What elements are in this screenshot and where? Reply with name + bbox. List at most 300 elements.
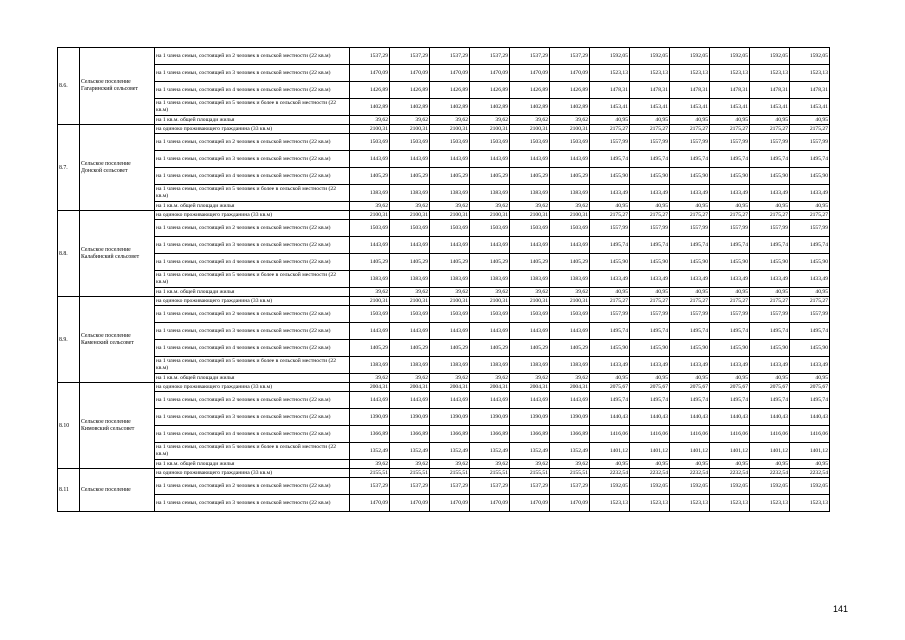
table-row: [58, 409, 830, 426]
value-cell: 40,95: [750, 374, 790, 383]
value-cell: 1443,69: [470, 392, 510, 409]
value-cell: 1443,69: [430, 237, 470, 254]
value-cell: 1443,69: [430, 323, 470, 340]
value-cell: 1495,74: [790, 392, 830, 409]
value-cell: 39,62: [510, 460, 550, 469]
value-cell: 39,62: [430, 202, 470, 211]
value-cell: 2155,51: [470, 469, 510, 478]
item-number: 8.6.: [58, 48, 80, 125]
value-cell: 1455,90: [590, 254, 630, 271]
value-cell: 1592,05: [590, 478, 630, 495]
value-cell: 1401,12: [790, 443, 830, 460]
norm-description: на 1 члена семьи, состоящей из 2 человек в сельской местности (22 кв.м): [155, 134, 350, 151]
value-cell: 1366,89: [350, 426, 390, 443]
norm-description: на 1 кв.м. общей площади жилья: [155, 374, 350, 383]
value-cell: 1470,09: [510, 495, 550, 512]
value-cell: 1455,90: [790, 340, 830, 357]
value-cell: 1537,29: [350, 478, 390, 495]
value-cell: 1470,09: [470, 65, 510, 82]
value-cell: 1443,69: [470, 237, 510, 254]
value-cell: 40,95: [790, 116, 830, 125]
item-number: 8.10: [58, 383, 80, 469]
table-row: [58, 116, 830, 125]
value-cell: 40,95: [670, 460, 710, 469]
value-cell: 1401,12: [670, 443, 710, 460]
value-cell: 39,62: [350, 202, 390, 211]
value-cell: 1503,69: [470, 306, 510, 323]
value-cell: 1523,13: [590, 495, 630, 512]
value-cell: 1478,31: [590, 82, 630, 99]
value-cell: 1455,90: [630, 340, 670, 357]
value-cell: 40,95: [590, 374, 630, 383]
norm-description: на одиноко проживающего гражданина (33 кв.м): [155, 125, 350, 134]
value-cell: 40,95: [630, 460, 670, 469]
value-cell: 1383,69: [550, 357, 590, 374]
value-cell: 2175,27: [670, 297, 710, 306]
table-row: [58, 237, 830, 254]
value-cell: 1426,89: [430, 82, 470, 99]
value-cell: 1416,06: [790, 426, 830, 443]
value-cell: 1433,49: [750, 185, 790, 202]
value-cell: 1503,69: [550, 306, 590, 323]
value-cell: 2175,27: [750, 125, 790, 134]
value-cell: 2075,67: [750, 383, 790, 392]
value-cell: 2100,31: [350, 125, 390, 134]
value-cell: 1405,29: [430, 254, 470, 271]
norm-description: на 1 члена семьи, состоящей из 4 человек в сельской местности (22 кв.м): [155, 168, 350, 185]
table-row: [58, 82, 830, 99]
item-number: 8.7.: [58, 125, 80, 211]
table-row: [58, 469, 830, 478]
value-cell: 1495,74: [710, 323, 750, 340]
value-cell: 1495,74: [670, 392, 710, 409]
value-cell: 1443,69: [390, 237, 430, 254]
value-cell: 1433,49: [590, 185, 630, 202]
value-cell: 1453,41: [790, 99, 830, 116]
tariff-table: [57, 47, 830, 512]
value-cell: 1495,74: [670, 323, 710, 340]
value-cell: 1478,31: [750, 82, 790, 99]
value-cell: 2004,31: [430, 383, 470, 392]
value-cell: 2155,51: [550, 469, 590, 478]
value-cell: 1433,49: [790, 357, 830, 374]
value-cell: 1592,05: [750, 478, 790, 495]
value-cell: 1383,69: [470, 357, 510, 374]
value-cell: 1557,99: [670, 220, 710, 237]
value-cell: 2004,31: [470, 383, 510, 392]
value-cell: 39,62: [350, 374, 390, 383]
value-cell: 39,62: [350, 116, 390, 125]
table-row: [58, 392, 830, 409]
value-cell: 1503,69: [350, 220, 390, 237]
value-cell: 1503,69: [510, 220, 550, 237]
value-cell: 1523,13: [590, 65, 630, 82]
settlement-name: Сельское поселение Каменский сельсовет: [80, 297, 155, 383]
value-cell: 40,95: [630, 116, 670, 125]
value-cell: 1478,31: [710, 82, 750, 99]
value-cell: 40,95: [790, 460, 830, 469]
value-cell: 1443,69: [390, 151, 430, 168]
value-cell: 1557,99: [590, 220, 630, 237]
norm-description: на 1 члена семьи, состоящей из 5 человек и более в сельской местности (22 кв.м): [155, 185, 350, 202]
value-cell: 1537,29: [390, 48, 430, 65]
table-row: [58, 168, 830, 185]
value-cell: 2100,31: [350, 297, 390, 306]
value-cell: 1416,06: [750, 426, 790, 443]
value-cell: 1503,69: [550, 220, 590, 237]
settlement-name: Сельское поселение Кимовский сельсовет: [80, 383, 155, 469]
norm-description: на 1 члена семьи, состоящей из 5 человек и более в сельской местности (22 кв.м): [155, 99, 350, 116]
value-cell: 1433,49: [670, 357, 710, 374]
value-cell: 1470,09: [350, 65, 390, 82]
value-cell: 1405,29: [550, 168, 590, 185]
value-cell: 1426,89: [350, 82, 390, 99]
value-cell: 1592,05: [710, 478, 750, 495]
value-cell: 2004,31: [350, 383, 390, 392]
value-cell: 1523,13: [750, 495, 790, 512]
value-cell: 1405,29: [470, 254, 510, 271]
value-cell: 1390,09: [470, 409, 510, 426]
value-cell: 1402,89: [510, 99, 550, 116]
value-cell: 40,95: [790, 288, 830, 297]
settlement-name: Сельское поселение Гагаринский сельсовет: [80, 48, 155, 125]
value-cell: 2100,31: [390, 125, 430, 134]
norm-description: на 1 члена семьи, состоящей из 4 человек в сельской местности (22 кв.м): [155, 82, 350, 99]
value-cell: 1352,49: [350, 443, 390, 460]
value-cell: 1470,09: [390, 495, 430, 512]
value-cell: 1426,89: [470, 82, 510, 99]
value-cell: 1443,69: [510, 237, 550, 254]
value-cell: 1390,09: [510, 409, 550, 426]
value-cell: 1443,69: [550, 237, 590, 254]
value-cell: 1390,09: [390, 409, 430, 426]
value-cell: 2175,27: [750, 211, 790, 220]
value-cell: 1495,74: [630, 323, 670, 340]
value-cell: 1503,69: [390, 134, 430, 151]
value-cell: 2004,31: [510, 383, 550, 392]
value-cell: 1537,29: [430, 48, 470, 65]
value-cell: 1557,99: [590, 306, 630, 323]
value-cell: 2004,31: [550, 383, 590, 392]
norm-description: на 1 члена семьи, состоящей из 3 человек в сельской местности (22 кв.м): [155, 65, 350, 82]
value-cell: 1495,74: [670, 237, 710, 254]
value-cell: 39,62: [550, 202, 590, 211]
table-row: [58, 99, 830, 116]
value-cell: 1537,29: [390, 478, 430, 495]
value-cell: 1495,74: [750, 151, 790, 168]
value-cell: 1366,89: [470, 426, 510, 443]
value-cell: 1478,31: [630, 82, 670, 99]
value-cell: 1478,31: [670, 82, 710, 99]
value-cell: 1401,12: [590, 443, 630, 460]
table-row: [58, 426, 830, 443]
value-cell: 39,62: [430, 374, 470, 383]
value-cell: 1537,29: [350, 48, 390, 65]
value-cell: 1455,90: [630, 254, 670, 271]
value-cell: 1352,49: [510, 443, 550, 460]
value-cell: 1537,29: [470, 478, 510, 495]
value-cell: 1426,89: [390, 82, 430, 99]
value-cell: 1433,49: [630, 357, 670, 374]
value-cell: 1537,29: [430, 478, 470, 495]
value-cell: 1495,74: [750, 237, 790, 254]
value-cell: 39,62: [510, 116, 550, 125]
value-cell: 1495,74: [590, 392, 630, 409]
value-cell: 2175,27: [630, 211, 670, 220]
value-cell: 1366,89: [550, 426, 590, 443]
table-row: [58, 323, 830, 340]
value-cell: 39,62: [390, 202, 430, 211]
table-row: [58, 460, 830, 469]
value-cell: 1557,99: [590, 134, 630, 151]
value-cell: 1523,13: [670, 65, 710, 82]
value-cell: 1401,12: [750, 443, 790, 460]
value-cell: 1592,05: [590, 48, 630, 65]
value-cell: 1592,05: [710, 48, 750, 65]
value-cell: 1443,69: [350, 237, 390, 254]
item-number: 8.9.: [58, 297, 80, 383]
value-cell: 2100,31: [510, 125, 550, 134]
value-cell: 1523,13: [630, 495, 670, 512]
value-cell: 1455,90: [670, 168, 710, 185]
value-cell: 1557,99: [670, 134, 710, 151]
norm-description: на 1 члена семьи, состоящей из 5 человек и более в сельской местности (22 кв.м): [155, 443, 350, 460]
norm-description: на 1 члена семьи, состоящей из 3 человек в сельской местности (22 кв.м): [155, 237, 350, 254]
table-row: [58, 340, 830, 357]
value-cell: 1503,69: [390, 220, 430, 237]
value-cell: 39,62: [470, 202, 510, 211]
value-cell: 1495,74: [630, 237, 670, 254]
value-cell: 1405,29: [550, 340, 590, 357]
value-cell: 2100,31: [510, 297, 550, 306]
value-cell: 1557,99: [710, 134, 750, 151]
value-cell: 1495,74: [710, 151, 750, 168]
table-row: [58, 125, 830, 134]
value-cell: 2155,51: [510, 469, 550, 478]
value-cell: 1433,49: [630, 185, 670, 202]
value-cell: 1433,49: [710, 185, 750, 202]
value-cell: 2175,27: [790, 211, 830, 220]
value-cell: 1405,29: [510, 168, 550, 185]
value-cell: 1433,49: [750, 357, 790, 374]
value-cell: 2175,27: [670, 125, 710, 134]
value-cell: 1390,09: [550, 409, 590, 426]
value-cell: 1592,05: [790, 48, 830, 65]
norm-description: на 1 члена семьи, состоящей из 4 человек в сельской местности (22 кв.м): [155, 254, 350, 271]
value-cell: 1470,09: [470, 495, 510, 512]
value-cell: 39,62: [510, 288, 550, 297]
value-cell: 39,62: [430, 116, 470, 125]
value-cell: 1557,99: [750, 134, 790, 151]
value-cell: 40,95: [630, 374, 670, 383]
table-row: [58, 211, 830, 220]
value-cell: 1383,69: [550, 271, 590, 288]
norm-description: на одиноко проживающего гражданина (33 кв.м): [155, 383, 350, 392]
value-cell: 2075,67: [630, 383, 670, 392]
value-cell: 1433,49: [590, 271, 630, 288]
value-cell: 1433,49: [790, 185, 830, 202]
value-cell: 2175,27: [590, 211, 630, 220]
value-cell: 1495,74: [790, 237, 830, 254]
value-cell: 2232,54: [750, 469, 790, 478]
value-cell: 1495,74: [590, 323, 630, 340]
value-cell: 1537,29: [550, 478, 590, 495]
value-cell: 40,95: [710, 374, 750, 383]
value-cell: 1433,49: [630, 271, 670, 288]
norm-description: на одиноко проживающего гражданина (33 кв.м): [155, 297, 350, 306]
value-cell: 39,62: [470, 460, 510, 469]
value-cell: 1405,29: [350, 340, 390, 357]
settlement-name: Сельское поселение Калабинский сельсовет: [80, 211, 155, 297]
value-cell: 40,95: [590, 460, 630, 469]
table-row: [58, 374, 830, 383]
norm-description: на 1 кв.м. общей площади жилья: [155, 202, 350, 211]
value-cell: 2100,31: [550, 125, 590, 134]
value-cell: 40,95: [670, 374, 710, 383]
value-cell: 40,95: [750, 202, 790, 211]
value-cell: 2100,31: [510, 211, 550, 220]
value-cell: 1383,69: [350, 271, 390, 288]
value-cell: 1433,49: [670, 185, 710, 202]
value-cell: 1440,43: [750, 409, 790, 426]
value-cell: 1443,69: [430, 392, 470, 409]
value-cell: 1383,69: [510, 185, 550, 202]
value-cell: 39,62: [390, 460, 430, 469]
value-cell: 1405,29: [430, 340, 470, 357]
value-cell: 1495,74: [670, 151, 710, 168]
norm-description: на 1 члена семьи, состоящей из 3 человек в сельской местности (22 кв.м): [155, 323, 350, 340]
table-row: [58, 254, 830, 271]
value-cell: 39,62: [430, 460, 470, 469]
value-cell: 1443,69: [430, 151, 470, 168]
table-row: [58, 478, 830, 495]
value-cell: 1416,06: [590, 426, 630, 443]
value-cell: 40,95: [710, 116, 750, 125]
value-cell: 1405,29: [390, 168, 430, 185]
value-cell: 1443,69: [510, 151, 550, 168]
value-cell: 1503,69: [510, 134, 550, 151]
value-cell: 1523,13: [750, 65, 790, 82]
value-cell: 1455,90: [670, 254, 710, 271]
value-cell: 40,95: [790, 202, 830, 211]
value-cell: 39,62: [550, 288, 590, 297]
value-cell: 1523,13: [790, 65, 830, 82]
value-cell: 1443,69: [390, 392, 430, 409]
value-cell: 39,62: [390, 116, 430, 125]
table-row: [58, 357, 830, 374]
value-cell: 1523,13: [790, 495, 830, 512]
value-cell: 1405,29: [350, 254, 390, 271]
value-cell: 39,62: [390, 288, 430, 297]
value-cell: 2100,31: [390, 297, 430, 306]
value-cell: 40,95: [710, 288, 750, 297]
value-cell: 39,62: [550, 116, 590, 125]
value-cell: 1405,29: [430, 168, 470, 185]
table-row: [58, 220, 830, 237]
table-row: [58, 271, 830, 288]
value-cell: 39,62: [510, 202, 550, 211]
norm-description: на 1 члена семьи, состоящей из 2 человек в сельской местности (22 кв.м): [155, 48, 350, 65]
value-cell: 2175,27: [590, 125, 630, 134]
value-cell: 2232,54: [670, 469, 710, 478]
value-cell: 1592,05: [750, 48, 790, 65]
value-cell: 1495,74: [710, 392, 750, 409]
value-cell: 1523,13: [670, 495, 710, 512]
value-cell: 1402,89: [470, 99, 510, 116]
value-cell: 1383,69: [350, 357, 390, 374]
value-cell: 1366,89: [390, 426, 430, 443]
value-cell: 2155,51: [390, 469, 430, 478]
value-cell: 39,62: [510, 374, 550, 383]
norm-description: на 1 члена семьи, состоящей из 3 человек в сельской местности (22 кв.м): [155, 409, 350, 426]
value-cell: 2100,31: [430, 125, 470, 134]
value-cell: 1402,89: [350, 99, 390, 116]
value-cell: 39,62: [550, 460, 590, 469]
value-cell: 1470,09: [430, 495, 470, 512]
value-cell: 1455,90: [750, 168, 790, 185]
value-cell: 1443,69: [350, 392, 390, 409]
norm-description: на 1 члена семьи, состоящей из 2 человек в сельской местности (22 кв.м): [155, 392, 350, 409]
value-cell: 2232,54: [630, 469, 670, 478]
value-cell: 2075,67: [670, 383, 710, 392]
value-cell: 1443,69: [550, 392, 590, 409]
value-cell: 1352,49: [430, 443, 470, 460]
value-cell: 1383,69: [390, 271, 430, 288]
value-cell: 1503,69: [350, 134, 390, 151]
table-row: [58, 297, 830, 306]
value-cell: 2100,31: [430, 211, 470, 220]
value-cell: 1416,06: [670, 426, 710, 443]
value-cell: 2232,54: [590, 469, 630, 478]
value-cell: 1455,90: [590, 168, 630, 185]
value-cell: 40,95: [670, 288, 710, 297]
value-cell: 1495,74: [590, 237, 630, 254]
value-cell: 1383,69: [390, 357, 430, 374]
table-row: [58, 443, 830, 460]
value-cell: 2175,27: [750, 297, 790, 306]
value-cell: 1383,69: [390, 185, 430, 202]
value-cell: 1443,69: [470, 323, 510, 340]
value-cell: 1557,99: [790, 134, 830, 151]
value-cell: 1495,74: [630, 151, 670, 168]
value-cell: 1383,69: [510, 271, 550, 288]
item-number: 8.11: [58, 469, 80, 512]
value-cell: 1537,29: [510, 478, 550, 495]
value-cell: 40,95: [750, 116, 790, 125]
value-cell: 39,62: [350, 288, 390, 297]
value-cell: 40,95: [590, 116, 630, 125]
value-cell: 1433,49: [750, 271, 790, 288]
value-cell: 1503,69: [430, 134, 470, 151]
value-cell: 1440,43: [670, 409, 710, 426]
value-cell: 2075,67: [590, 383, 630, 392]
value-cell: 39,62: [470, 374, 510, 383]
value-cell: 1352,49: [390, 443, 430, 460]
value-cell: 1405,29: [510, 254, 550, 271]
value-cell: 1443,69: [470, 151, 510, 168]
value-cell: 1455,90: [750, 254, 790, 271]
value-cell: 1383,69: [550, 185, 590, 202]
value-cell: 2075,67: [790, 383, 830, 392]
value-cell: 2175,27: [710, 297, 750, 306]
value-cell: 40,95: [750, 460, 790, 469]
value-cell: 1455,90: [710, 254, 750, 271]
value-cell: 1433,49: [710, 357, 750, 374]
norm-description: на 1 члена семьи, состоящей из 2 человек в сельской местности (22 кв.м): [155, 220, 350, 237]
value-cell: 1426,89: [510, 82, 550, 99]
value-cell: 1495,74: [750, 323, 790, 340]
value-cell: 1557,99: [630, 134, 670, 151]
